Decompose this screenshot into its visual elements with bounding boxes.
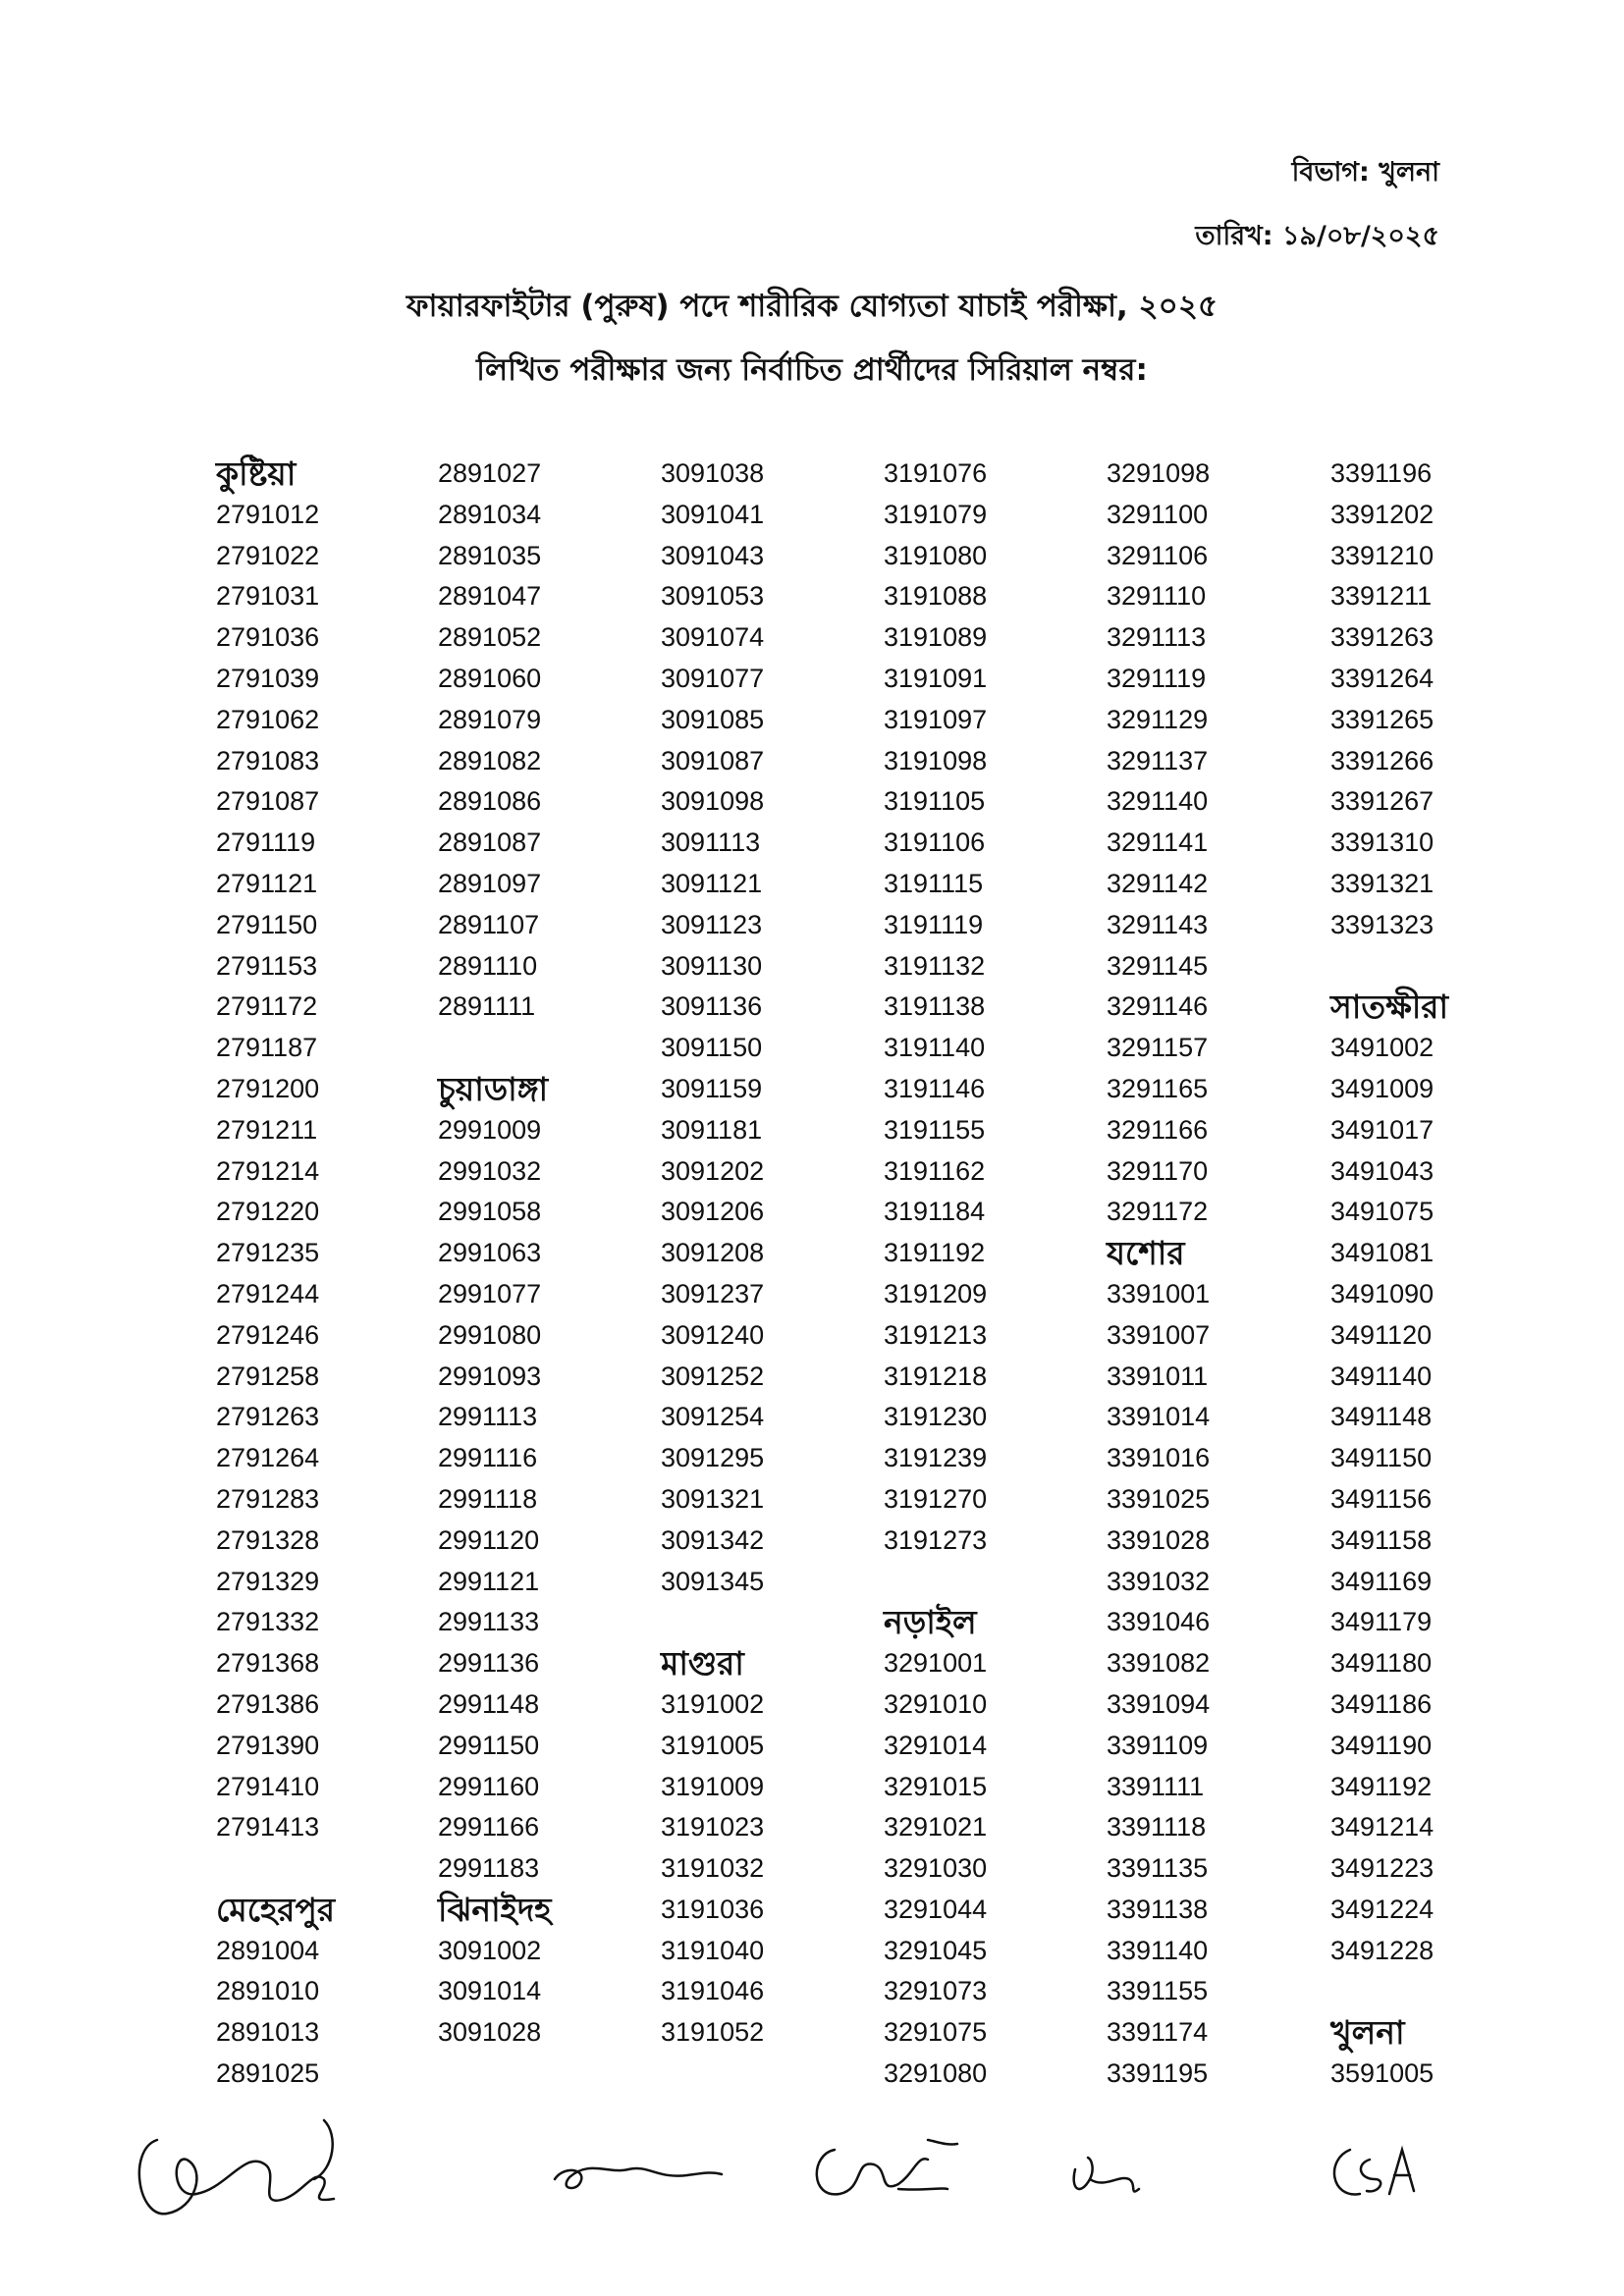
serial-number: 2791328 [216, 1524, 320, 1555]
serial-number: 3191002 [661, 1688, 765, 1719]
serial-number: 2991148 [438, 1688, 540, 1719]
serial-number: 2791121 [216, 868, 318, 898]
serial-number: 3091002 [438, 1935, 542, 1965]
serial-number: 2891110 [438, 950, 538, 981]
serial-number: 3291119 [1107, 663, 1207, 693]
serial-number: 3491043 [1330, 1155, 1435, 1186]
serial-number: 3491140 [1330, 1361, 1433, 1391]
serial-number: 3091208 [661, 1238, 765, 1268]
serial-number: 3091295 [661, 1443, 765, 1473]
serial-number: 3091130 [661, 950, 763, 981]
serial-number: 3191230 [884, 1402, 988, 1432]
spacer [1330, 1971, 1527, 2012]
serial-number: 3091181 [661, 1114, 763, 1145]
serial-number: 2991080 [438, 1319, 542, 1350]
serial-number: 2791368 [216, 1648, 320, 1679]
serial-number: 3391032 [1107, 1566, 1211, 1596]
document-subtitle: লিখিত পরীক্ষার জন্য নির্বাচিত প্রার্থীদের সিরিয়াল নম্বর: [476, 352, 1148, 388]
serial-number: 3491009 [1330, 1073, 1435, 1103]
serial-number: 2791283 [216, 1483, 320, 1514]
serial-number: 3291015 [884, 1771, 988, 1801]
serial-number: 2891107 [438, 909, 540, 939]
serial-number: 2791390 [216, 1730, 320, 1760]
serial-number: 3491150 [1330, 1443, 1433, 1473]
signature-1 [139, 2120, 334, 2214]
document-title: ফায়ারফাইটার (পুরুষ) পদে শারীরিক যোগ্যতা যাচাই পরীক্ষা, ২০২৫ [406, 289, 1218, 324]
serial-number: 3491179 [1330, 1607, 1433, 1637]
serial-number: 3491224 [1330, 1894, 1435, 1924]
serial-number: 3091252 [661, 1361, 765, 1391]
serial-number: 2891086 [438, 786, 542, 817]
serial-number: 3391265 [1330, 704, 1435, 734]
serial-number: 3391011 [1107, 1361, 1209, 1391]
serial-number: 3091150 [661, 1033, 763, 1063]
serial-number: 3191155 [884, 1114, 986, 1145]
serial-number: 2891111 [438, 991, 536, 1022]
serial-column-4 [884, 454, 1080, 2095]
serial-number: 2791172 [216, 991, 318, 1022]
serial-number: 3191218 [884, 1361, 988, 1391]
serial-number: 3191091 [884, 663, 988, 693]
serial-number: 3091087 [661, 745, 765, 775]
serial-number: 2991150 [438, 1730, 540, 1760]
serial-number: 2991133 [438, 1607, 540, 1637]
serial-number: 3291014 [884, 1730, 988, 1760]
serial-number: 2891052 [438, 622, 542, 653]
serial-number: 2791012 [216, 499, 320, 529]
serial-number: 3491148 [1330, 1402, 1433, 1432]
serial-number: 3291140 [1107, 786, 1209, 817]
serial-number: 2991063 [438, 1238, 542, 1268]
date-label: তারিখ: ১৯/০৮/২০২৫ [1195, 221, 1439, 251]
serial-number: 2791062 [216, 704, 320, 734]
serial-number: 3291073 [884, 1976, 988, 2006]
serial-number: 2991121 [438, 1566, 540, 1596]
serial-number: 3291145 [1107, 950, 1209, 981]
serial-number: 3091028 [438, 2017, 542, 2048]
spacer [661, 1602, 857, 1643]
serial-number: 2791329 [216, 1566, 320, 1596]
serial-number: 3391025 [1107, 1483, 1211, 1514]
serial-number: 2891013 [216, 2017, 320, 2048]
serial-number: 3391267 [1330, 786, 1435, 817]
serial-number: 3391321 [1330, 868, 1435, 898]
serial-number: 3491158 [1330, 1524, 1433, 1555]
serial-number: 2791258 [216, 1361, 320, 1391]
serial-number: 3391118 [1107, 1812, 1207, 1842]
serial-number: 2791246 [216, 1319, 320, 1350]
spacer [438, 1028, 634, 1069]
serial-number: 3091113 [661, 828, 761, 858]
serial-number: 3291001 [884, 1648, 988, 1679]
serial-number: 3391174 [1107, 2017, 1209, 2048]
serial-number: 3191270 [884, 1483, 988, 1514]
serial-number: 2891027 [438, 458, 542, 488]
serial-number: 2891079 [438, 704, 542, 734]
serial-number: 2791119 [216, 828, 316, 858]
serial-number: 3191005 [661, 1730, 765, 1760]
serial-number: 3191239 [884, 1443, 988, 1473]
serial-number: 3491169 [1330, 1566, 1433, 1596]
spacer [1330, 946, 1527, 988]
serial-number: 3391263 [1330, 622, 1435, 653]
serial-number: 2791235 [216, 1238, 320, 1268]
serial-number: 3391202 [1330, 499, 1435, 529]
serial-number: 2791187 [216, 1033, 318, 1063]
serial-number: 2991009 [438, 1114, 542, 1145]
serial-number: 2791244 [216, 1278, 320, 1308]
signatures [0, 2081, 1624, 2238]
serial-number: 2991118 [438, 1483, 538, 1514]
division-label: বিভাগ: খুলনা [1291, 157, 1439, 187]
district-heading: মেহেরপুর [216, 1890, 336, 1929]
district-heading: সাতক্ষীরা [1330, 988, 1449, 1027]
serial-number: 3391082 [1107, 1648, 1211, 1679]
serial-number: 3291098 [1107, 458, 1211, 488]
serial-number: 3491156 [1330, 1483, 1433, 1514]
serial-number: 3191105 [884, 786, 986, 817]
serial-number: 3191192 [884, 1238, 986, 1268]
serial-number: 3291137 [1107, 745, 1209, 775]
serial-number: 3191079 [884, 499, 988, 529]
serial-number: 3191098 [884, 745, 988, 775]
serial-number: 3491214 [1330, 1812, 1435, 1842]
serial-number: 3191032 [661, 1853, 765, 1884]
serial-column-6 [1330, 454, 1527, 2095]
serial-number: 3091014 [438, 1976, 542, 2006]
serial-number: 2791022 [216, 540, 320, 570]
serial-number: 3191273 [884, 1524, 988, 1555]
serial-number: 3191088 [884, 581, 988, 612]
serial-number: 3291129 [1107, 704, 1209, 734]
serial-number: 3491190 [1330, 1730, 1433, 1760]
serial-number: 2991032 [438, 1155, 542, 1186]
serial-number: 2891097 [438, 868, 542, 898]
signature-3 [817, 2140, 957, 2194]
serial-number: 3091085 [661, 704, 765, 734]
serial-number: 3291142 [1107, 868, 1209, 898]
serial-number: 2991093 [438, 1361, 542, 1391]
serial-number: 3491180 [1330, 1648, 1433, 1679]
serial-number: 3191132 [884, 950, 986, 981]
spacer [884, 1562, 1080, 1603]
serial-number: 2891035 [438, 540, 542, 570]
serial-number: 3491017 [1330, 1114, 1435, 1145]
serial-number: 3491223 [1330, 1853, 1435, 1884]
spacer [216, 1848, 412, 1890]
serial-number: 3391155 [1107, 1976, 1209, 2006]
serial-number: 3291146 [1107, 991, 1209, 1022]
serial-column-5 [1107, 454, 1303, 2095]
district-heading: ঝিনাইদহ [438, 1890, 552, 1929]
serial-number: 3191184 [884, 1197, 986, 1227]
serial-number: 3191076 [884, 458, 988, 488]
serial-number: 3091136 [661, 991, 763, 1022]
serial-number: 3191097 [884, 704, 988, 734]
serial-number: 3391211 [1330, 581, 1433, 612]
serial-number: 3091202 [661, 1155, 765, 1186]
serial-number: 2791211 [216, 1114, 318, 1145]
serial-number: 3291143 [1107, 909, 1209, 939]
serial-number: 3391310 [1330, 828, 1435, 858]
serial-number: 2791413 [216, 1812, 320, 1842]
serial-number: 3391094 [1107, 1688, 1211, 1719]
serial-number: 2791332 [216, 1607, 320, 1637]
district-heading: মাগুরা [661, 1644, 744, 1683]
serial-number: 3491075 [1330, 1197, 1435, 1227]
serial-number: 2791036 [216, 622, 320, 653]
serial-number: 3391111 [1107, 1771, 1205, 1801]
serial-number: 2791150 [216, 909, 318, 939]
serial-number: 3091342 [661, 1524, 765, 1555]
serial-number: 3391323 [1330, 909, 1435, 939]
serial-number: 3291044 [884, 1894, 988, 1924]
serial-number: 3491192 [1330, 1771, 1433, 1801]
serial-number: 2791410 [216, 1771, 320, 1801]
serial-number: 3191009 [661, 1771, 765, 1801]
serial-number: 3091077 [661, 663, 765, 693]
serial-number: 3091254 [661, 1402, 765, 1432]
serial-number: 3291170 [1107, 1155, 1209, 1186]
serial-number: 3491228 [1330, 1935, 1435, 1965]
district-heading: নড়াইল [884, 1603, 977, 1642]
serial-number: 2791039 [216, 663, 320, 693]
serial-number: 3091159 [661, 1073, 763, 1103]
district-heading: যশোর [1107, 1234, 1185, 1273]
serial-number: 3391210 [1330, 540, 1435, 570]
serial-number: 3091206 [661, 1197, 765, 1227]
serial-number: 3191213 [884, 1319, 988, 1350]
serial-number: 2991136 [438, 1648, 540, 1679]
serial-number: 3191036 [661, 1894, 765, 1924]
serial-number: 3591005 [1330, 2058, 1435, 2089]
serial-number: 3191089 [884, 622, 988, 653]
serial-number: 3091237 [661, 1278, 765, 1308]
serial-number: 3191080 [884, 540, 988, 570]
serial-number: 3091345 [661, 1566, 765, 1596]
serial-number: 2991160 [438, 1771, 540, 1801]
serial-number: 3091074 [661, 622, 765, 653]
serial-number: 2791031 [216, 581, 320, 612]
serial-number: 3091038 [661, 458, 765, 488]
serial-number: 2891087 [438, 828, 542, 858]
serial-number: 3191046 [661, 1976, 765, 2006]
serial-number: 3291141 [1107, 828, 1209, 858]
serial-number: 2791087 [216, 786, 320, 817]
serial-number: 3091123 [661, 909, 763, 939]
serial-number: 2791200 [216, 1073, 320, 1103]
serial-number: 3391007 [1107, 1319, 1211, 1350]
serial-number: 2891082 [438, 745, 542, 775]
serial-number: 3391264 [1330, 663, 1435, 693]
serial-number: 2991166 [438, 1812, 540, 1842]
serial-number: 3391266 [1330, 745, 1435, 775]
serial-number: 3191162 [884, 1155, 986, 1186]
serial-number: 3291021 [884, 1812, 988, 1842]
serial-number: 2791083 [216, 745, 320, 775]
serial-number: 3391196 [1330, 458, 1433, 488]
serial-number: 3291110 [1107, 581, 1207, 612]
serial-number: 3391001 [1107, 1278, 1211, 1308]
serial-number: 3191140 [884, 1033, 986, 1063]
serial-number: 3391140 [1107, 1935, 1209, 1965]
serial-number: 3291010 [884, 1688, 988, 1719]
serial-number: 2891047 [438, 581, 542, 612]
district-heading: কুষ্টিয়া [216, 454, 297, 493]
serial-number: 2991183 [438, 1853, 540, 1884]
serial-column-3 [661, 454, 857, 2054]
serial-number: 3191052 [661, 2017, 765, 2048]
serial-number: 3391028 [1107, 1524, 1211, 1555]
serial-number: 3291165 [1107, 1073, 1209, 1103]
serial-number: 3191040 [661, 1935, 765, 1965]
serial-number: 2991113 [438, 1402, 538, 1432]
serial-number: 3291172 [1107, 1197, 1209, 1227]
serial-number: 3091098 [661, 786, 765, 817]
serial-number: 3191146 [884, 1073, 986, 1103]
serial-number: 3291166 [1107, 1114, 1209, 1145]
serial-number: 2791264 [216, 1443, 320, 1473]
serial-number: 3291075 [884, 2017, 988, 2048]
serial-number: 3191115 [884, 868, 984, 898]
serial-number: 3191023 [661, 1812, 765, 1842]
serial-number: 2891010 [216, 1976, 320, 2006]
serial-number: 3491081 [1330, 1238, 1435, 1268]
serial-number: 3191209 [884, 1278, 988, 1308]
serial-number: 3391014 [1107, 1402, 1211, 1432]
serial-number: 2991058 [438, 1197, 542, 1227]
serial-number: 3191138 [884, 991, 986, 1022]
signature-5 [1334, 2150, 1414, 2194]
serial-number: 3391046 [1107, 1607, 1211, 1637]
serial-number: 3091321 [661, 1483, 765, 1514]
serial-number: 3291157 [1107, 1033, 1209, 1063]
serial-number: 3091053 [661, 581, 765, 612]
signature-2 [555, 2168, 722, 2188]
serial-number: 3491002 [1330, 1033, 1435, 1063]
district-heading: খুলনা [1330, 2013, 1405, 2053]
serial-number: 3091043 [661, 540, 765, 570]
serial-number: 2891060 [438, 663, 542, 693]
serial-number: 3391135 [1107, 1853, 1209, 1884]
serial-number: 3391138 [1107, 1894, 1209, 1924]
serial-number: 3091240 [661, 1319, 765, 1350]
serial-number: 3491090 [1330, 1278, 1435, 1308]
serial-number: 2791263 [216, 1402, 320, 1432]
serial-number: 2891004 [216, 1935, 320, 1965]
serial-number: 2791386 [216, 1688, 320, 1719]
serial-number: 3291113 [1107, 622, 1207, 653]
serial-number: 3291106 [1107, 540, 1209, 570]
serial-number: 3291080 [884, 2058, 988, 2089]
serial-number: 3191119 [884, 909, 984, 939]
serial-column-1 [216, 454, 412, 2095]
serial-number: 3391109 [1107, 1730, 1209, 1760]
serial-number: 3291030 [884, 1853, 988, 1884]
serial-number: 3291045 [884, 1935, 988, 1965]
serial-number: 2991120 [438, 1524, 540, 1555]
serial-number: 2991077 [438, 1278, 542, 1308]
serial-number: 3091121 [661, 868, 763, 898]
signature-4 [1074, 2158, 1139, 2192]
serial-number: 2991116 [438, 1443, 538, 1473]
serial-number: 2791153 [216, 950, 318, 981]
serial-number: 2891034 [438, 499, 542, 529]
serial-number: 3391195 [1107, 2058, 1209, 2089]
district-heading: চুয়াডাঙ্গা [438, 1069, 549, 1108]
serial-number: 3091041 [661, 499, 765, 529]
serial-number: 2791220 [216, 1197, 320, 1227]
serial-column-2 [438, 454, 634, 2054]
serial-number: 2891025 [216, 2058, 320, 2089]
serial-number: 3291100 [1107, 499, 1209, 529]
serial-number: 2791214 [216, 1155, 320, 1186]
serial-number: 3491186 [1330, 1688, 1433, 1719]
serial-number: 3491120 [1330, 1319, 1433, 1350]
serial-number: 3391016 [1107, 1443, 1211, 1473]
serial-number: 3191106 [884, 828, 986, 858]
